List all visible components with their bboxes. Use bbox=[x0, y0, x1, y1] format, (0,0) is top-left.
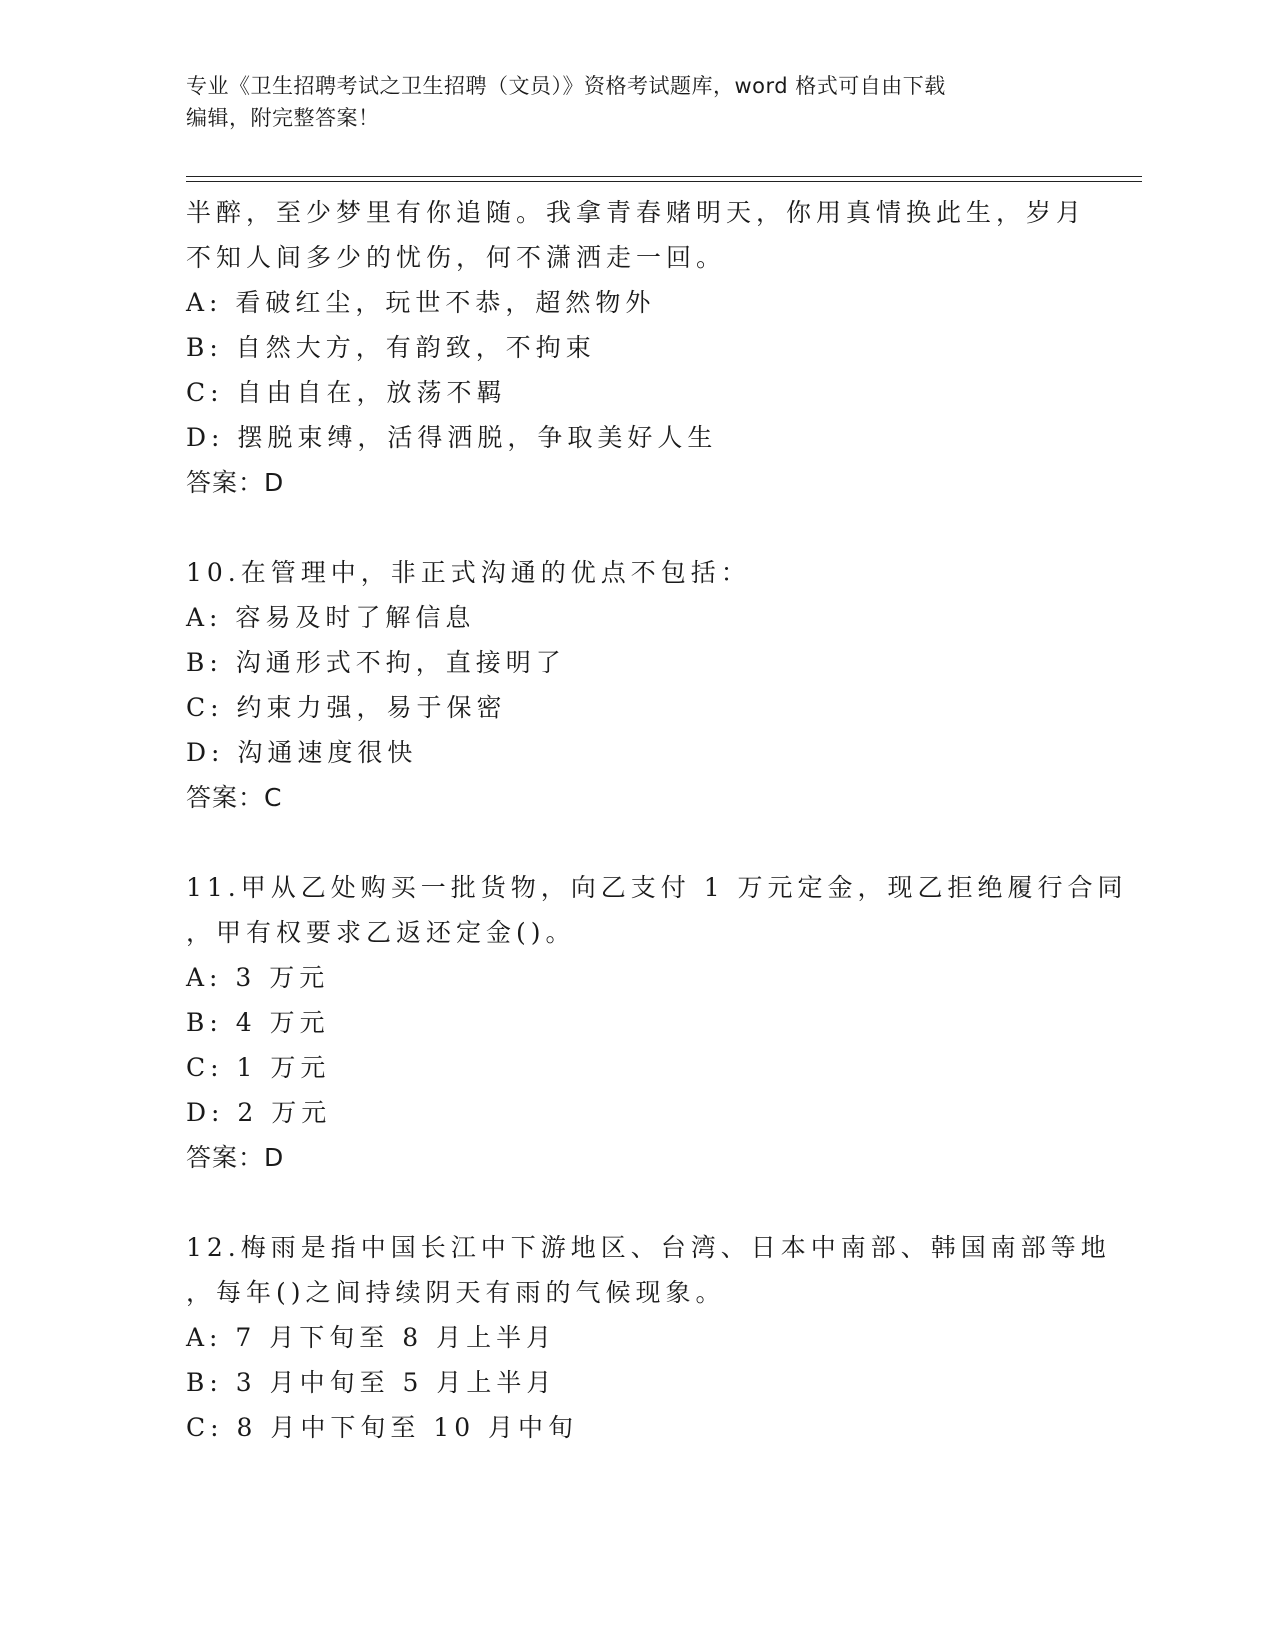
question-stem: 10.在管理中，非正式沟通的优点不包括： bbox=[186, 558, 751, 587]
option-a: A: 容易及时了解信息 bbox=[186, 603, 476, 632]
document-header bbox=[186, 70, 1066, 134]
question-stem: ，每年()之间持续阴天有雨的气候现象。 bbox=[186, 1278, 726, 1307]
answer: 答案：D bbox=[186, 1143, 285, 1172]
option-c: C: 约束力强，易于保密 bbox=[186, 693, 507, 722]
answer: 答案：D bbox=[186, 468, 285, 497]
header-line-2: 编辑，附完整答案！ bbox=[186, 106, 380, 130]
stem-line: 不知人间多少的忧伤，何不潇洒走一回。 bbox=[186, 243, 727, 272]
stem-line: 半醉，至少梦里有你追随。我拿青春赌明天，你用真情换此生，岁月 bbox=[186, 198, 1087, 227]
option-c: C: 8 月中下旬至 10 月中旬 bbox=[186, 1413, 579, 1442]
question-12 bbox=[186, 1225, 1111, 1450]
header-rule-top bbox=[186, 176, 1142, 177]
option-c: C: 1 万元 bbox=[186, 1053, 331, 1082]
option-d: D: 2 万元 bbox=[186, 1098, 332, 1127]
question-10 bbox=[186, 550, 1086, 820]
option-a: A: 3 万元 bbox=[186, 963, 330, 992]
question-stem: ，甲有权要求乙返还定金()。 bbox=[186, 918, 576, 947]
question-continuation bbox=[186, 190, 1086, 505]
answer: 答案：C bbox=[186, 783, 283, 812]
header-rule-bottom bbox=[186, 181, 1142, 182]
option-d: D: 沟通速度很快 bbox=[186, 738, 418, 767]
question-stem: 11.甲从乙处购买一批货物，向乙支付 1 万元定金，现乙拒绝履行合同 bbox=[186, 873, 1128, 902]
option-a: A: 7 月下旬至 8 月上半月 bbox=[186, 1323, 557, 1352]
option-b: B: 4 万元 bbox=[186, 1008, 330, 1037]
option-c: C: 自由自在，放荡不羁 bbox=[186, 378, 507, 407]
option-a: A: 看破红尘，玩世不恭，超然物外 bbox=[186, 288, 656, 317]
option-d: D: 摆脱束缚，活得洒脱，争取美好人生 bbox=[186, 423, 718, 452]
option-b: B: 自然大方，有韵致，不拘束 bbox=[186, 333, 596, 362]
question-11 bbox=[186, 865, 1128, 1180]
header-line-1: 专业《卫生招聘考试之卫生招聘（文员）》资格考试题库，word 格式可自由下载 bbox=[186, 74, 946, 98]
option-b: B: 3 月中旬至 5 月上半月 bbox=[186, 1368, 557, 1397]
question-stem: 12.梅雨是指中国长江中下游地区、台湾、日本中南部、韩国南部等地 bbox=[186, 1233, 1111, 1262]
document-body bbox=[186, 190, 1128, 1450]
option-b: B: 沟通形式不拘，直接明了 bbox=[186, 648, 566, 677]
